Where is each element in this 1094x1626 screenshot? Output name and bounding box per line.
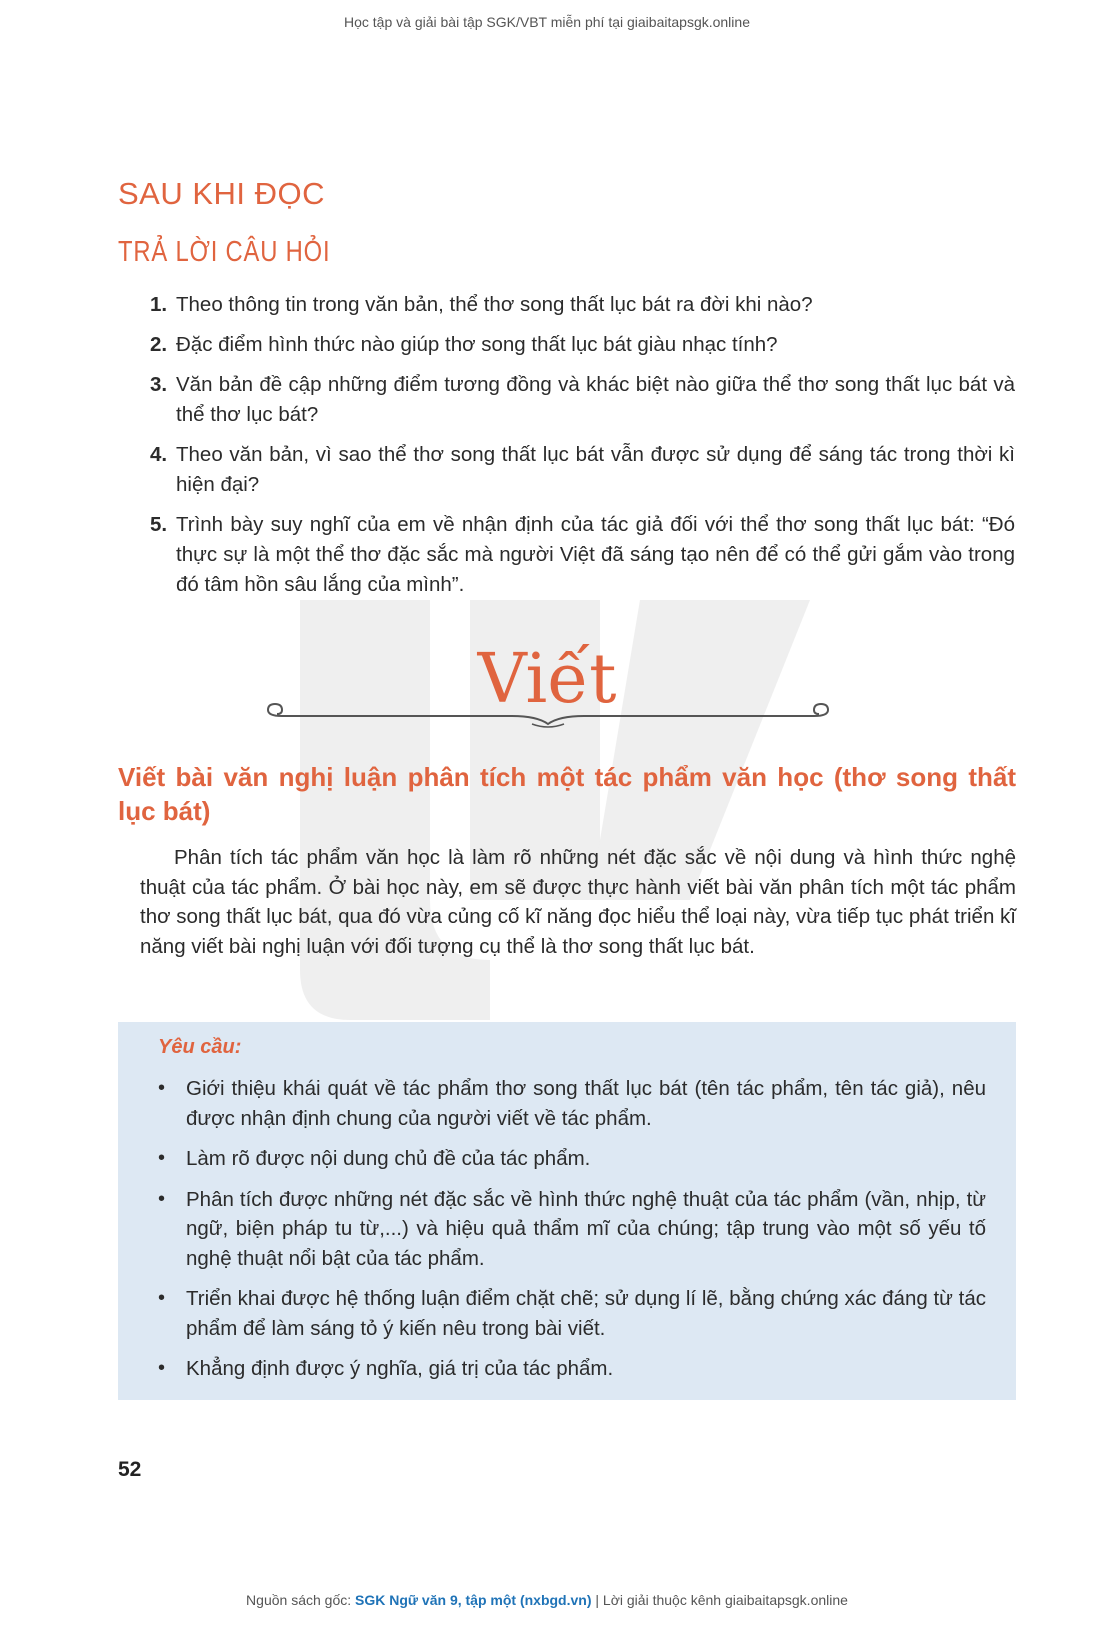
question-item [150,370,1015,430]
writing-task-heading: Viết bài văn nghị luận phân tích một tác phẩm văn học (thơ song thất lục bát) [118,762,1016,826]
decorative-divider-icon [262,700,834,730]
question-number: 3. [150,373,168,396]
question-text: Theo văn bản, vì sao thể thơ song thất lục bát vẫn được sử dụng để sáng tác trong thời kì hiện đại? [176,443,1015,496]
requirements-list [158,1074,986,1395]
question-number: 4. [150,443,168,466]
requirements-box [118,1022,1016,1400]
footer-suffix: | Lời giải thuộc kênh giaibaitapsgk.online [591,1592,848,1608]
writing-section-title: Viết [477,640,617,719]
question-item [150,330,1015,360]
footer-prefix: Nguồn sách gốc: [246,1592,356,1608]
bullet-icon: • [158,1147,166,1169]
requirement-text: Khẳng định được ý nghĩa, giá trị của tác phẩm. [186,1357,614,1380]
bullet-icon: • [158,1357,166,1379]
bullet-icon: • [158,1077,166,1099]
question-text: Đặc điểm hình thức nào giúp thơ song thất lục bát giàu nhạc tính? [176,333,778,356]
list-item [158,1074,986,1133]
requirement-text: Triển khai được hệ thống luận điểm chặt chẽ; sử dụng lí lẽ, bằng chứng xác đáng từ tác phẩm để làm sáng tỏ ý kiến nêu trong bài viết. [186,1287,986,1340]
header-note: Học tập và giải bài tập SGK/VBT miễn phí tại giaibaitapsgk.online [344,14,750,30]
question-number: 1. [150,293,168,316]
list-item [158,1354,986,1384]
list-item [158,1185,986,1274]
bullet-icon: • [158,1287,166,1309]
question-list [150,290,1015,610]
source-link[interactable]: SGK Ngữ văn 9, tập một (nxbgd.vn) [355,1592,592,1608]
bullet-icon: • [158,1187,166,1210]
requirement-text: Phân tích được những nét đặc sắc về hình thức nghệ thuật của tác phẩm (vần, nhịp, từ ngữ, biện pháp tu từ,...) và hiệu quả thẩm mĩ của chúng; tập trung vào một số yếu tố nghệ thuật nổi bật của tác phẩm. [186,1187,986,1270]
question-item [150,510,1015,600]
intro-paragraph: Phân tích tác phẩm văn học là làm rõ những nét đặc sắc về nội dung và hình thức nghệ thuật của tác phẩm. Ở bài học này, em sẽ được thực hành viết bài văn phân tích một tác phẩm thơ song thất lục bát, qua đó vừa củng cố kĩ năng đọc hiểu thể loại này, vừa tiếp tục phát triển kĩ năng viết bài nghị luận với đối tượng cụ thể là thơ song thất lục bát. [140,846,1016,958]
question-text: Trình bày suy nghĩ của em về nhận định của tác giả đối với thể thơ song thất lục bát: “Đó thực sự là một thể thơ đặc sắc mà người Việt đã sáng tạo nên để có thể gửi gắm vào trong đó tâm hồn sâu lắng của mình”. [176,513,1015,596]
footer-note [0,1592,1094,1608]
list-item [158,1284,986,1343]
question-number: 5. [150,513,168,536]
list-item [158,1144,986,1174]
subsection-title: TRẢ LỜI CÂU HỎI [118,236,331,268]
question-item [150,290,1015,320]
requirement-text: Làm rõ được nội dung chủ đề của tác phẩm. [186,1147,591,1170]
question-item [150,440,1015,500]
question-number: 2. [150,333,168,356]
section-title: SAU KHI ĐỌC [118,176,326,211]
page-number: 52 [118,1458,142,1481]
question-text: Văn bản đề cập những điểm tương đồng và khác biệt nào giữa thể thơ song thất lục bát và thể thơ lục bát? [176,373,1015,426]
question-text: Theo thông tin trong văn bản, thể thơ song thất lục bát ra đời khi nào? [176,293,813,316]
requirement-text: Giới thiệu khái quát về tác phẩm thơ song thất lục bát (tên tác phẩm, tên tác giả), nêu được nhận định chung của người viết về tác phẩm. [186,1077,986,1130]
requirements-title: Yêu cầu: [158,1036,242,1058]
